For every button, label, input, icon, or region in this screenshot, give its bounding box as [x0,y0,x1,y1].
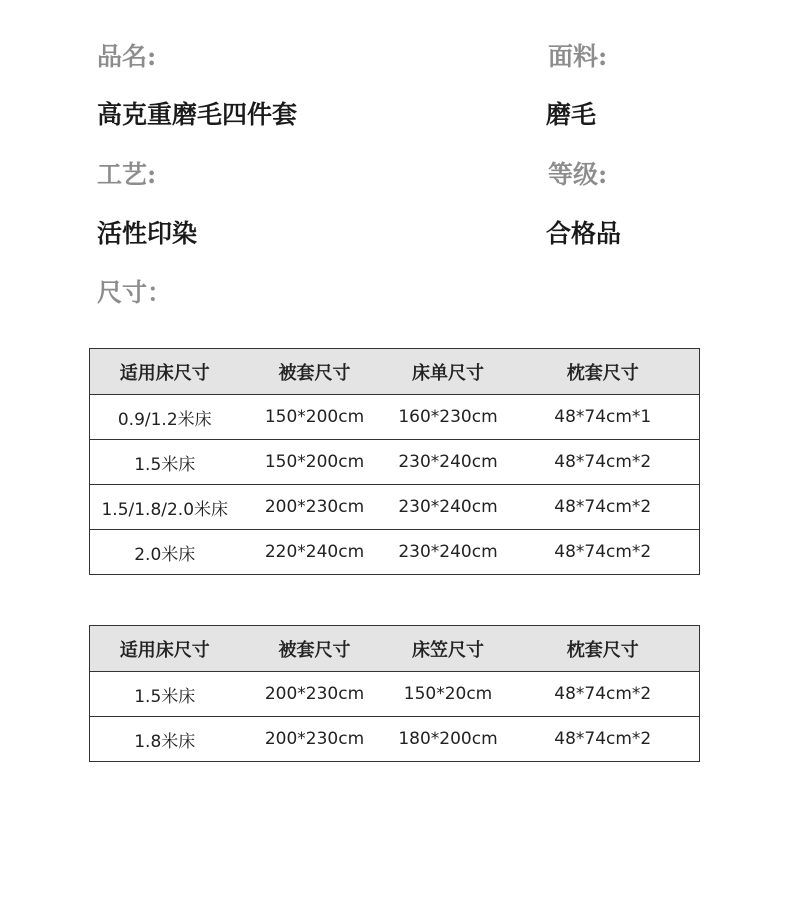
cell-pillowcase-size: 48*74cm*2 [507,530,700,575]
table-header-row [90,349,700,395]
grade-value: 合格品 [546,219,622,248]
header-pillowcase-size: 枕套尺寸 [507,349,700,395]
cell-sheet-size: 230*240cm [390,530,507,575]
header-bed-size: 适用床尺寸 [90,626,240,672]
cell-sheet-size: 160*230cm [390,395,507,440]
fabric-value: 磨毛 [546,100,597,129]
cell-sheet-size: 230*240cm [390,485,507,530]
cell-bed-size: 1.8米床 [90,717,240,762]
cell-bed-size: 0.9/1.2米床 [90,395,240,440]
cell-pillowcase-size: 48*74cm*2 [507,672,700,717]
craft-label: 工艺: [97,160,157,189]
cell-duvet-size: 200*230cm [240,485,390,530]
cell-duvet-size: 220*240cm [240,530,390,575]
cell-fitted-sheet-size: 180*200cm [390,717,507,762]
header-fitted-sheet-size: 床笠尺寸 [390,626,507,672]
cell-sheet-size: 230*240cm [390,440,507,485]
table-row [90,395,700,440]
header-pillowcase-size: 枕套尺寸 [507,626,700,672]
cell-duvet-size: 200*230cm [240,672,390,717]
table-row [90,485,700,530]
product-name-label: 品名: [97,42,157,71]
size-table-duvet-fitted [89,625,700,762]
size-label: 尺寸： [97,278,173,307]
table-row [90,530,700,575]
cell-fitted-sheet-size: 150*20cm [390,672,507,717]
header-bed-size: 适用床尺寸 [90,349,240,395]
header-duvet-size: 被套尺寸 [240,626,390,672]
fabric-label: 面料: [548,42,608,71]
product-name-value: 高克重磨毛四件套 [97,100,298,129]
grade-label: 等级: [548,160,608,189]
table-row [90,672,700,717]
cell-bed-size: 1.5米床 [90,440,240,485]
cell-pillowcase-size: 48*74cm*1 [507,395,700,440]
cell-pillowcase-size: 48*74cm*2 [507,717,700,762]
cell-duvet-size: 150*200cm [240,440,390,485]
cell-duvet-size: 200*230cm [240,717,390,762]
header-duvet-size: 被套尺寸 [240,349,390,395]
cell-pillowcase-size: 48*74cm*2 [507,440,700,485]
cell-bed-size: 2.0米床 [90,530,240,575]
cell-duvet-size: 150*200cm [240,395,390,440]
table-header-row [90,626,700,672]
craft-value: 活性印染 [97,219,198,248]
cell-bed-size: 1.5/1.8/2.0米床 [90,485,240,530]
size-table-duvet-sheet [89,348,700,575]
table-row [90,717,700,762]
cell-bed-size: 1.5米床 [90,672,240,717]
cell-pillowcase-size: 48*74cm*2 [507,485,700,530]
table-row [90,440,700,485]
header-sheet-size: 床单尺寸 [390,349,507,395]
